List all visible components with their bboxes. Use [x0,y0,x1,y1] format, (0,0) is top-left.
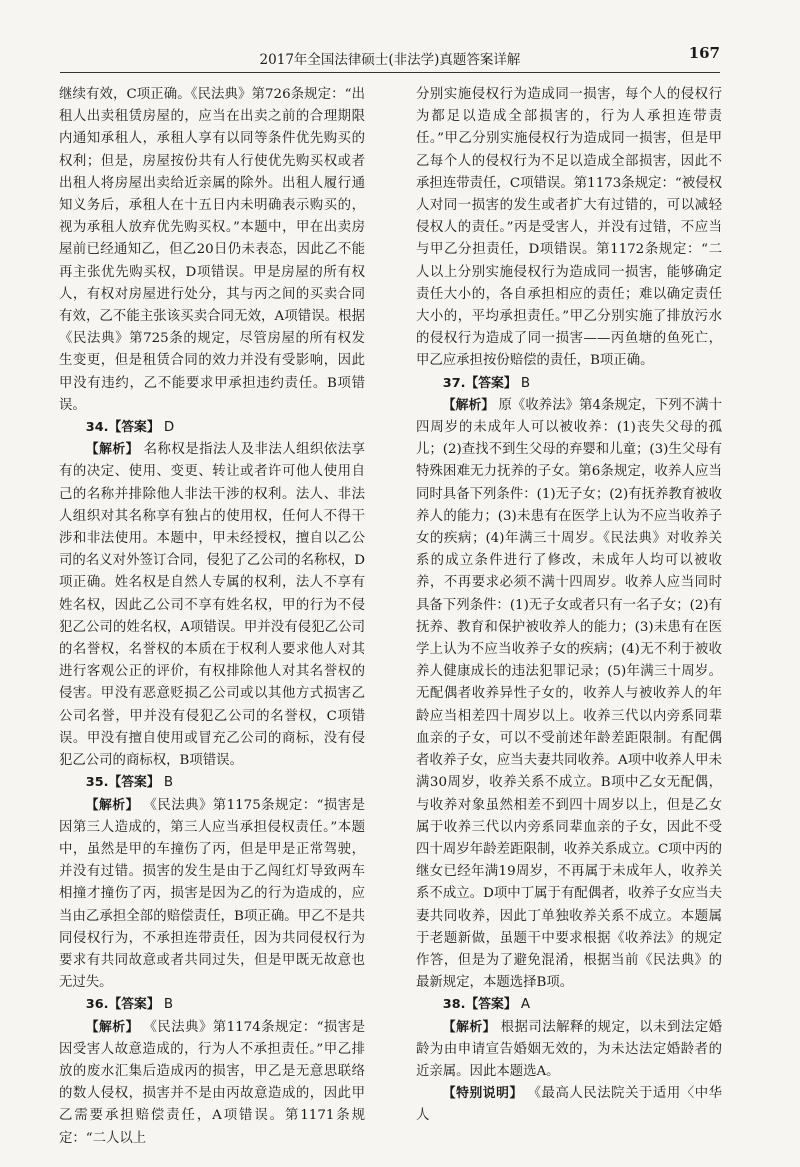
answer-value: D [163,420,175,436]
analysis-label: 【解析】 [85,797,139,813]
analysis-label: 【解析】 [85,1019,139,1035]
page-header [60,38,720,73]
answer-35 [59,772,365,794]
answer-value: A [520,997,531,1013]
analysis-36 [59,1017,365,1150]
answer-label: 37.【答案】 [442,375,517,391]
analysis-text: 《民法典》第1175条规定：“损害是因第三人造成的，第三人应当承担侵权责任。”本题中，虽然是甲的车撞伤了丙，但是甲是正常驾驶，并没有过错。损害的发生是由于乙闯红灯导致两车相撞才撞伤了丙，损害是因为乙的行为造成的，应当由乙承担全部的赔偿责任，B项正确。甲乙不是共同侵权行为，不承担连带责任，因为共同侵权行为要求有共同故意或者共同过失，但是甲既无故意也无过失。 [59,797,365,991]
analysis-37 [416,395,722,994]
answer-37 [416,373,722,395]
answer-value: B [520,375,531,391]
special-note [416,1083,722,1127]
left-column [59,84,365,1150]
answer-38 [416,994,722,1016]
page-number: 167 [688,44,720,62]
right-column [416,84,722,1150]
answer-34 [59,417,365,439]
answer-label: 36.【答案】 [85,997,160,1013]
header-title: 2017年全国法律硕士(非法学)真题答案详解 [259,52,521,68]
analysis-text: 根据司法解释的规定，以未到法定婚龄为由申请宣告婚姻无效的，为未达法定婚龄者的近亲属。因此本题选A。 [416,1019,722,1079]
answer-label: 38.【答案】 [442,997,517,1013]
analysis-text: 《民法典》第1174条规定：“损害是因受害人故意造成的，行为人不承担责任。”甲乙排放的废水汇集后造成丙的损害，甲乙是无意思联络的数人侵权，损害并不是由丙故意造成的，因此甲乙需要承担赔偿责任，A项错误。第1171条规定：“二人以上 [59,1019,365,1146]
analysis-35 [59,795,365,995]
special-note-text: 《最高人民法院关于适用〈中华人 [416,1086,722,1124]
answer-label: 35.【答案】 [85,775,160,791]
paragraph-q36-continuation: 分别实施侵权行为造成同一损害，每个人的侵权行为都足以造成全部损害的，行为人承担连带责任。”甲乙分别实施侵权行为造成同一损害，但是甲乙每个人的侵权行为不足以造成全部损害，因此不承担连带责任，C项错误。第1173条规定：“被侵权人对同一损害的发生或者扩大有过错的，可以减轻侵权人的责任。”丙是受害人，并没有过错，不应当与甲乙分担责任，D项错误。第1172条规定：“二人以上分别实施侵权行为造成同一损害，能够确定责任大小的，各自承担相应的责任；难以确定责任大小的，平均承担责任。”甲乙分别实施了排放污水的侵权行为造成了同一损害——丙鱼塘的鱼死亡，甲乙应承担按份赔偿的责任，B项正确。 [416,87,722,369]
special-note-label: 【特别说明】 [442,1086,523,1102]
answer-36 [59,994,365,1016]
paragraph-q33-continuation: 继续有效，C项正确。《民法典》第726条规定：“出租人出卖租赁房屋的，应当在出卖之前的合理期限内通知承租人，承租人享有以同等条件优先购买的权利；但是，房屋按份共有人行使优先购买权或者出租人将房屋出卖给近亲属的除外。出租人履行通知义务后，承租人在十五日内未明确表示购买的，视为承租人放弃优先购买权。”本题中，甲在出卖房屋前已经通知乙，但乙20日仍未表态，因此乙不能再主张优先购买权，D项错误。甲是房屋的所有权人，有权对房屋进行处分，其与丙之间的买卖合同有效，乙不能主张该买卖合同无效，A项错误。根据《民法典》第725条的规定，尽管房屋的所有权发生变更，但是租赁合同的效力并没有受影响，因此甲没有违约，乙不能要求甲承担违约责任。B项错误。 [59,87,365,413]
analysis-label: 【解析】 [442,397,495,413]
analysis-label: 【解析】 [442,1019,496,1035]
answer-value: B [163,997,174,1013]
answer-value: B [163,775,174,791]
analysis-38 [416,1017,722,1084]
answer-label: 34.【答案】 [85,420,160,436]
analysis-text: 原《收养法》第4条规定，下列不满十四周岁的未成年人可以被收养：(1)丧失父母的孤儿；(2)查找不到生父母的弃婴和儿童；(3)生父母有特殊困难无力抚养的子女。第6条规定，收养人应当同时具备下列条件：(1)无子女；(2)有抚养教育被收养人的能力；(3)未患有在医学上认为不应当收养子女的疾病；(4)年满三十周岁。《民法典》对收养关系的成立条件进行了修改，未成年人均可以被收养，不再要求必须不满十四周岁。收养人应当同时具备下列条件：(1)无子女或者只有一名子女；(2)有抚养、教育和保护被收养人的能力；(3)未患有在医学上认为不应当收养子女的疾病；(4)无不利于被收养人健康成长的违法犯罪记录；(5)年满三十周岁。无配偶者收养异性子女的，收养人与被收养人的年龄应当相差四十周岁以上。收养三代以内旁系同辈血亲的子女，可以不受前述年龄差距限制。有配偶者收养子女，应当夫妻共同收养。A项中收养人甲未满30周岁，收养关系不成立。B项中乙女无配偶，与收养对象虽然相差不到四十周岁以上，但是乙女属于收养三代以内旁系同辈血亲的子女，因此不受四十周岁年龄差距限制，收养关系成立。C项中丙的继女已经年满19周岁，不再属于未成年人，收养关系不成立。D项中丁属于有配偶者，收养子女应当夫妻共同收养，因此丁单独收养关系不成立。本题属于老题新做，虽题干中要求根据《收养法》的规定作答，但是为了避免混淆，根据当前《民法典》的最新规定，本题选择B项。 [416,397,722,991]
analysis-text: 名称权是指法人及非法人组织依法享有的决定、使用、变更、转让或者许可他人使用自己的名称并排除他人非法干涉的权利。法人、非法人组织对其名称享有独占的使用权，任何人不得干涉和非法使用。本题中，甲未经授权，擅自以乙公司的名义对外签订合同，侵犯了乙公司的名称权，D项正确。姓名权是自然人专属的权利，法人不享有姓名权，因此乙公司不享有姓名权，甲的行为不侵犯乙公司的姓名权，A项错误。甲并没有侵犯乙公司的名誉权，名誉权的本质在于权利人要求他人对其进行客观公正的评价，有权排除他人对其名誉权的侵害。甲没有恶意贬损乙公司或以其他方式损害乙公司名誉，甲并没有侵犯乙公司的名誉权，C项错误。甲没有擅自使用或冒充乙公司的商标，没有侵犯乙公司的商标权，B项错误。 [59,442,365,769]
analysis-34 [59,439,365,772]
analysis-label: 【解析】 [85,442,139,458]
